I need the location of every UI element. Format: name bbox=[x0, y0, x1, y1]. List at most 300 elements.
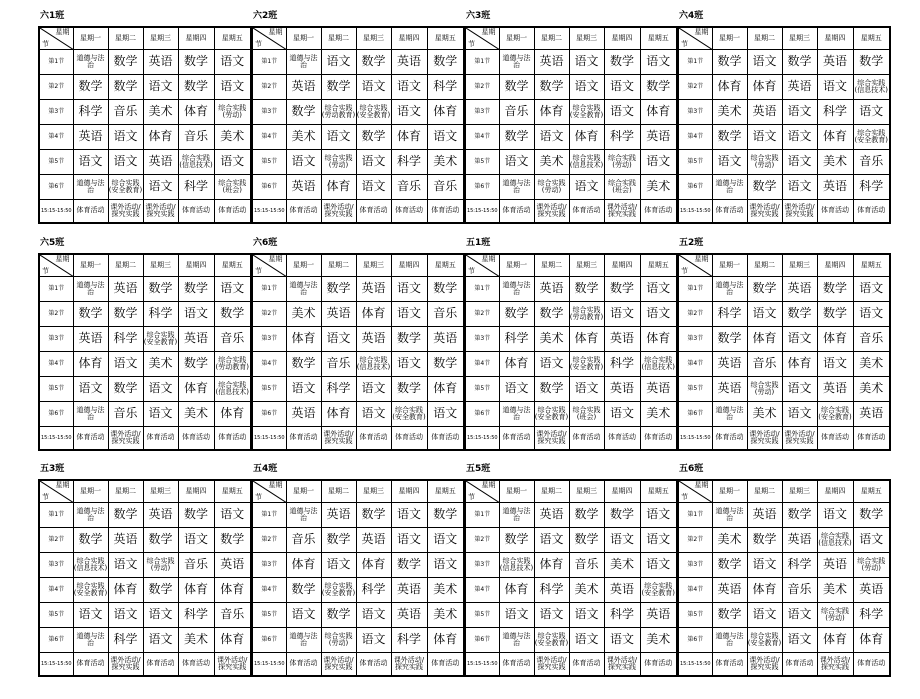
subject-cell: 道德与法治 bbox=[712, 401, 747, 426]
subject-cell: 课外活动/探究实践 bbox=[604, 652, 640, 676]
period-row bbox=[465, 627, 677, 652]
day-header: 星期二 bbox=[747, 480, 782, 502]
subject-cell: 道德与法治 bbox=[286, 627, 321, 652]
day-header: 星期二 bbox=[534, 480, 569, 502]
subject-cell: 课外活动/探究实践 bbox=[534, 199, 569, 223]
subject-cell: 音乐 bbox=[286, 527, 321, 552]
schedule-table bbox=[677, 253, 891, 451]
subject-cell: 课外活动/探究实践 bbox=[108, 199, 143, 223]
period-row bbox=[465, 74, 677, 99]
corner-cell bbox=[39, 480, 73, 502]
subject-cell: 科学 bbox=[178, 174, 214, 199]
period-label: 第6节 bbox=[678, 401, 712, 426]
subject-cell: 英语 bbox=[782, 276, 817, 301]
subject-cell: 英语 bbox=[143, 502, 178, 527]
period-label: 第6节 bbox=[252, 401, 286, 426]
period-label: 第4节 bbox=[678, 351, 712, 376]
subject-cell: 科学 bbox=[853, 174, 890, 199]
schedule-table bbox=[38, 253, 252, 451]
day-header: 星期五 bbox=[853, 254, 890, 276]
subject-cell: 数学 bbox=[108, 74, 143, 99]
subject-cell: 体育 bbox=[427, 627, 464, 652]
subject-cell: 综合实践(信息技术) bbox=[178, 149, 214, 174]
day-header: 星期一 bbox=[499, 27, 534, 49]
day-header: 星期五 bbox=[640, 27, 677, 49]
subject-cell: 数学 bbox=[427, 502, 464, 527]
subject-cell: 综合实践(安全教育) bbox=[569, 99, 604, 124]
activity-row bbox=[252, 199, 464, 223]
subject-cell: 体育 bbox=[853, 627, 890, 652]
subject-cell: 英语 bbox=[604, 577, 640, 602]
subject-cell: 综合实践(劳动) bbox=[534, 174, 569, 199]
subject-cell: 道德与法治 bbox=[712, 276, 747, 301]
subject-cell: 音乐 bbox=[214, 326, 251, 351]
subject-cell: 道德与法治 bbox=[712, 174, 747, 199]
period-label: 第4节 bbox=[465, 577, 499, 602]
subject-cell: 语文 bbox=[747, 602, 782, 627]
period-label: 第2节 bbox=[465, 301, 499, 326]
day-header: 星期三 bbox=[782, 27, 817, 49]
subject-cell: 综合实践(劳动教育) bbox=[214, 351, 251, 376]
period-label: 第5节 bbox=[678, 376, 712, 401]
subject-cell: 体育活动 bbox=[391, 426, 427, 450]
subject-cell: 美术 bbox=[143, 99, 178, 124]
period-row bbox=[39, 99, 251, 124]
day-header: 星期五 bbox=[214, 480, 251, 502]
subject-cell: 体育 bbox=[178, 577, 214, 602]
period-label: 第1节 bbox=[678, 502, 712, 527]
period-row bbox=[678, 627, 890, 652]
period-label: 第5节 bbox=[465, 376, 499, 401]
subject-cell: 英语 bbox=[356, 326, 391, 351]
activity-row bbox=[465, 426, 677, 450]
schedule-table bbox=[677, 26, 891, 224]
period-row bbox=[465, 124, 677, 149]
day-header: 星期二 bbox=[534, 27, 569, 49]
period-row bbox=[252, 627, 464, 652]
day-header: 星期一 bbox=[712, 254, 747, 276]
day-header: 星期五 bbox=[427, 480, 464, 502]
subject-cell: 体育活动 bbox=[640, 652, 677, 676]
period-row bbox=[252, 174, 464, 199]
subject-cell: 道德与法治 bbox=[499, 174, 534, 199]
subject-cell: 英语 bbox=[73, 326, 108, 351]
corner-day-label: 星期 bbox=[268, 28, 283, 36]
subject-cell: 英语 bbox=[108, 527, 143, 552]
subject-cell: 语文 bbox=[356, 602, 391, 627]
subject-cell: 英语 bbox=[604, 376, 640, 401]
subject-cell: 英语 bbox=[321, 502, 356, 527]
subject-cell: 英语 bbox=[640, 602, 677, 627]
subject-cell: 科学 bbox=[178, 602, 214, 627]
period-row bbox=[678, 502, 890, 527]
subject-cell: 美术 bbox=[640, 401, 677, 426]
day-header: 星期二 bbox=[321, 254, 356, 276]
period-row bbox=[252, 149, 464, 174]
subject-cell: 课外活动/探究实践 bbox=[108, 426, 143, 450]
period-row bbox=[678, 351, 890, 376]
period-label: 第6节 bbox=[252, 627, 286, 652]
header-row bbox=[39, 27, 251, 49]
subject-cell: 体育活动 bbox=[569, 426, 604, 450]
day-header: 星期四 bbox=[391, 254, 427, 276]
subject-cell: 音乐 bbox=[178, 552, 214, 577]
subject-cell: 科学 bbox=[712, 301, 747, 326]
day-header: 星期四 bbox=[178, 254, 214, 276]
subject-cell: 英语 bbox=[853, 577, 890, 602]
subject-cell: 体育活动 bbox=[427, 652, 464, 676]
subject-cell: 英语 bbox=[817, 376, 853, 401]
activity-row bbox=[678, 426, 890, 450]
subject-cell: 综合实践(劳动) bbox=[321, 627, 356, 652]
subject-cell: 体育 bbox=[214, 401, 251, 426]
subject-cell: 数学 bbox=[569, 527, 604, 552]
subject-cell: 语文 bbox=[569, 376, 604, 401]
subject-cell: 音乐 bbox=[747, 351, 782, 376]
subject-cell: 数学 bbox=[178, 74, 214, 99]
subject-cell: 体育活动 bbox=[604, 426, 640, 450]
time-label: 15:15-15:50 bbox=[678, 199, 712, 223]
subject-cell: 课外活动/探究实践 bbox=[747, 426, 782, 450]
subject-cell: 体育活动 bbox=[712, 426, 747, 450]
day-header: 星期三 bbox=[356, 27, 391, 49]
subject-cell: 体育 bbox=[747, 74, 782, 99]
subject-cell: 英语 bbox=[712, 351, 747, 376]
subject-cell: 科学 bbox=[321, 376, 356, 401]
subject-cell: 体育 bbox=[321, 401, 356, 426]
subject-cell: 体育活动 bbox=[286, 426, 321, 450]
subject-cell: 综合实践(安全教育) bbox=[640, 577, 677, 602]
subject-cell: 道德与法治 bbox=[712, 502, 747, 527]
subject-cell: 语文 bbox=[640, 552, 677, 577]
subject-cell: 音乐 bbox=[853, 326, 890, 351]
subject-cell: 语文 bbox=[569, 74, 604, 99]
day-header: 星期三 bbox=[782, 254, 817, 276]
corner-period-label: 节 bbox=[42, 39, 49, 48]
subject-cell: 英语 bbox=[356, 527, 391, 552]
period-row bbox=[465, 49, 677, 74]
day-header: 星期四 bbox=[178, 27, 214, 49]
subject-cell: 语文 bbox=[534, 527, 569, 552]
corner-day-label: 星期 bbox=[481, 28, 496, 36]
subject-cell: 综合实践(劳动) bbox=[817, 602, 853, 627]
day-header: 星期四 bbox=[604, 480, 640, 502]
subject-cell: 语文 bbox=[321, 124, 356, 149]
subject-cell: 数学 bbox=[569, 276, 604, 301]
subject-cell: 数学 bbox=[499, 124, 534, 149]
subject-cell: 语文 bbox=[747, 301, 782, 326]
subject-cell: 综合实践(劳动教育) bbox=[321, 99, 356, 124]
subject-cell: 课外活动/探究实践 bbox=[321, 426, 356, 450]
subject-cell: 英语 bbox=[391, 602, 427, 627]
subject-cell: 体育 bbox=[178, 99, 214, 124]
period-label: 第6节 bbox=[678, 174, 712, 199]
day-header: 星期五 bbox=[640, 254, 677, 276]
period-row bbox=[465, 527, 677, 552]
subject-cell: 综合实践(安全教育) bbox=[321, 577, 356, 602]
subject-cell: 英语 bbox=[534, 502, 569, 527]
corner-day-label: 星期 bbox=[694, 255, 709, 263]
period-label: 第2节 bbox=[678, 74, 712, 99]
subject-cell: 综合实践(信息技术) bbox=[356, 351, 391, 376]
subject-cell: 美术 bbox=[143, 351, 178, 376]
subject-cell: 语文 bbox=[427, 401, 464, 426]
subject-cell: 道德与法治 bbox=[73, 174, 108, 199]
subject-cell: 科学 bbox=[108, 627, 143, 652]
day-header: 星期五 bbox=[853, 27, 890, 49]
period-row bbox=[252, 401, 464, 426]
period-row bbox=[252, 351, 464, 376]
subject-cell: 语文 bbox=[286, 376, 321, 401]
period-label: 第5节 bbox=[678, 602, 712, 627]
subject-cell: 科学 bbox=[604, 351, 640, 376]
day-header: 星期五 bbox=[427, 27, 464, 49]
subject-cell: 语文 bbox=[604, 99, 640, 124]
corner-cell bbox=[252, 27, 286, 49]
day-header: 星期四 bbox=[604, 27, 640, 49]
subject-cell: 语文 bbox=[391, 276, 427, 301]
subject-cell: 语文 bbox=[782, 124, 817, 149]
subject-cell: 数学 bbox=[108, 376, 143, 401]
day-header: 星期一 bbox=[286, 27, 321, 49]
subject-cell: 科学 bbox=[391, 627, 427, 652]
subject-cell: 道德与法治 bbox=[499, 276, 534, 301]
subject-cell: 体育活动 bbox=[286, 652, 321, 676]
subject-cell: 数学 bbox=[499, 74, 534, 99]
subject-cell: 科学 bbox=[108, 326, 143, 351]
subject-cell: 体育 bbox=[712, 74, 747, 99]
period-row bbox=[39, 74, 251, 99]
period-row bbox=[678, 401, 890, 426]
subject-cell: 体育活动 bbox=[73, 426, 108, 450]
period-label: 第5节 bbox=[252, 376, 286, 401]
subject-cell: 语文 bbox=[73, 602, 108, 627]
subject-cell: 语文 bbox=[499, 149, 534, 174]
subject-cell: 科学 bbox=[499, 326, 534, 351]
subject-cell: 美术 bbox=[604, 552, 640, 577]
activity-row bbox=[465, 199, 677, 223]
subject-cell: 美术 bbox=[640, 174, 677, 199]
subject-cell: 语文 bbox=[391, 502, 427, 527]
period-row bbox=[465, 174, 677, 199]
subject-cell: 语文 bbox=[286, 602, 321, 627]
subject-cell: 体育 bbox=[143, 124, 178, 149]
corner-day-label: 星期 bbox=[55, 255, 70, 263]
subject-cell: 语文 bbox=[569, 49, 604, 74]
subject-cell: 数学 bbox=[286, 351, 321, 376]
day-header: 星期五 bbox=[853, 480, 890, 502]
period-label: 第4节 bbox=[39, 351, 73, 376]
schedule-table bbox=[251, 26, 465, 224]
subject-cell: 语文 bbox=[427, 552, 464, 577]
subject-cell: 语文 bbox=[569, 602, 604, 627]
period-label: 第3节 bbox=[39, 552, 73, 577]
subject-cell: 英语 bbox=[817, 49, 853, 74]
period-label: 第2节 bbox=[39, 527, 73, 552]
subject-cell: 美术 bbox=[286, 124, 321, 149]
subject-cell: 语文 bbox=[143, 401, 178, 426]
day-header: 星期三 bbox=[569, 254, 604, 276]
subject-cell: 语文 bbox=[747, 49, 782, 74]
subject-cell: 数学 bbox=[712, 326, 747, 351]
corner-cell bbox=[465, 27, 499, 49]
corner-day-label: 星期 bbox=[55, 28, 70, 36]
class-title: 六1班 bbox=[40, 11, 65, 21]
corner-period-label: 节 bbox=[681, 39, 688, 48]
period-row bbox=[39, 276, 251, 301]
subject-cell: 数学 bbox=[73, 527, 108, 552]
day-header: 星期三 bbox=[569, 480, 604, 502]
subject-cell: 语文 bbox=[604, 301, 640, 326]
subject-cell: 体育 bbox=[321, 174, 356, 199]
period-row bbox=[39, 326, 251, 351]
class-title: 五2班 bbox=[679, 238, 704, 248]
subject-cell: 英语 bbox=[286, 74, 321, 99]
subject-cell: 体育 bbox=[178, 376, 214, 401]
subject-cell: 体育活动 bbox=[782, 652, 817, 676]
subject-cell: 语文 bbox=[143, 174, 178, 199]
subject-cell: 数学 bbox=[178, 49, 214, 74]
subject-cell: 语文 bbox=[499, 376, 534, 401]
subject-cell: 数学 bbox=[534, 74, 569, 99]
subject-cell: 课外活动/探究实践 bbox=[321, 199, 356, 223]
period-label: 第3节 bbox=[465, 99, 499, 124]
subject-cell: 数学 bbox=[286, 577, 321, 602]
subject-cell: 美术 bbox=[427, 577, 464, 602]
subject-cell: 体育活动 bbox=[712, 652, 747, 676]
subject-cell: 数学 bbox=[604, 502, 640, 527]
time-label: 15:15-15:50 bbox=[465, 652, 499, 676]
subject-cell: 英语 bbox=[73, 124, 108, 149]
subject-cell: 综合实践(安全教育) bbox=[356, 99, 391, 124]
header-row bbox=[252, 27, 464, 49]
header-row bbox=[678, 254, 890, 276]
subject-cell: 美术 bbox=[214, 124, 251, 149]
schedule-table bbox=[464, 479, 678, 677]
period-label: 第2节 bbox=[252, 301, 286, 326]
subject-cell: 数学 bbox=[427, 49, 464, 74]
period-label: 第3节 bbox=[252, 99, 286, 124]
subject-cell: 体育 bbox=[817, 124, 853, 149]
period-row bbox=[678, 527, 890, 552]
class-title: 五1班 bbox=[466, 238, 491, 248]
period-row bbox=[252, 527, 464, 552]
period-row bbox=[39, 351, 251, 376]
subject-cell: 语文 bbox=[782, 174, 817, 199]
subject-cell: 综合实践(安全教育) bbox=[747, 627, 782, 652]
subject-cell: 英语 bbox=[214, 552, 251, 577]
subject-cell: 音乐 bbox=[427, 301, 464, 326]
corner-cell bbox=[465, 254, 499, 276]
subject-cell: 课外活动/探究实践 bbox=[747, 652, 782, 676]
subject-cell: 体育活动 bbox=[356, 426, 391, 450]
subject-cell: 数学 bbox=[712, 124, 747, 149]
period-row bbox=[678, 552, 890, 577]
period-label: 第3节 bbox=[678, 326, 712, 351]
day-header: 星期四 bbox=[604, 254, 640, 276]
day-header: 星期一 bbox=[73, 480, 108, 502]
corner-day-label: 星期 bbox=[481, 481, 496, 489]
period-label: 第6节 bbox=[39, 627, 73, 652]
corner-cell bbox=[678, 27, 712, 49]
subject-cell: 美术 bbox=[853, 351, 890, 376]
period-label: 第2节 bbox=[252, 527, 286, 552]
subject-cell: 音乐 bbox=[108, 401, 143, 426]
subject-cell: 体育活动 bbox=[427, 426, 464, 450]
subject-cell: 数学 bbox=[747, 276, 782, 301]
subject-cell: 语文 bbox=[640, 301, 677, 326]
period-label: 第2节 bbox=[39, 74, 73, 99]
period-label: 第3节 bbox=[39, 326, 73, 351]
subject-cell: 体育活动 bbox=[817, 199, 853, 223]
subject-cell: 语文 bbox=[782, 376, 817, 401]
subject-cell: 语文 bbox=[782, 326, 817, 351]
subject-cell: 语文 bbox=[534, 124, 569, 149]
subject-cell: 美术 bbox=[178, 401, 214, 426]
period-row bbox=[252, 99, 464, 124]
subject-cell: 语文 bbox=[640, 527, 677, 552]
subject-cell: 体育 bbox=[747, 326, 782, 351]
period-row bbox=[252, 276, 464, 301]
day-header: 星期二 bbox=[321, 480, 356, 502]
day-header: 星期一 bbox=[286, 480, 321, 502]
subject-cell: 英语 bbox=[712, 376, 747, 401]
subject-cell: 语文 bbox=[321, 326, 356, 351]
activity-row bbox=[252, 426, 464, 450]
subject-cell: 美术 bbox=[286, 301, 321, 326]
subject-cell: 体育 bbox=[214, 627, 251, 652]
period-label: 第1节 bbox=[465, 276, 499, 301]
subject-cell: 语文 bbox=[747, 552, 782, 577]
subject-cell: 数学 bbox=[604, 49, 640, 74]
class-title: 六6班 bbox=[253, 238, 278, 248]
period-label: 第5节 bbox=[39, 149, 73, 174]
schedule-table bbox=[38, 26, 252, 224]
period-row bbox=[252, 326, 464, 351]
period-label: 第1节 bbox=[39, 502, 73, 527]
subject-cell: 课外活动/探究实践 bbox=[391, 652, 427, 676]
day-header: 星期二 bbox=[108, 254, 143, 276]
time-label: 15:15-15:50 bbox=[465, 426, 499, 450]
subject-cell: 体育活动 bbox=[817, 426, 853, 450]
corner-cell bbox=[678, 480, 712, 502]
subject-cell: 语文 bbox=[853, 301, 890, 326]
subject-cell: 音乐 bbox=[853, 149, 890, 174]
subject-cell: 语文 bbox=[853, 276, 890, 301]
day-header: 星期一 bbox=[712, 480, 747, 502]
subject-cell: 语文 bbox=[604, 401, 640, 426]
subject-cell: 体育活动 bbox=[853, 652, 890, 676]
subject-cell: 体育 bbox=[534, 99, 569, 124]
subject-cell: 语文 bbox=[143, 602, 178, 627]
period-row bbox=[39, 502, 251, 527]
day-header: 星期一 bbox=[712, 27, 747, 49]
class-title: 五5班 bbox=[466, 464, 491, 474]
period-label: 第4节 bbox=[252, 124, 286, 149]
subject-cell: 美术 bbox=[534, 326, 569, 351]
subject-cell: 数学 bbox=[178, 502, 214, 527]
period-row bbox=[252, 301, 464, 326]
subject-cell: 数学 bbox=[286, 99, 321, 124]
corner-period-label: 节 bbox=[681, 266, 688, 275]
day-header: 星期二 bbox=[321, 27, 356, 49]
corner-day-label: 星期 bbox=[268, 255, 283, 263]
subject-cell: 数学 bbox=[782, 301, 817, 326]
period-row bbox=[678, 49, 890, 74]
subject-cell: 语文 bbox=[108, 124, 143, 149]
period-label: 第4节 bbox=[39, 124, 73, 149]
day-header: 星期一 bbox=[286, 254, 321, 276]
